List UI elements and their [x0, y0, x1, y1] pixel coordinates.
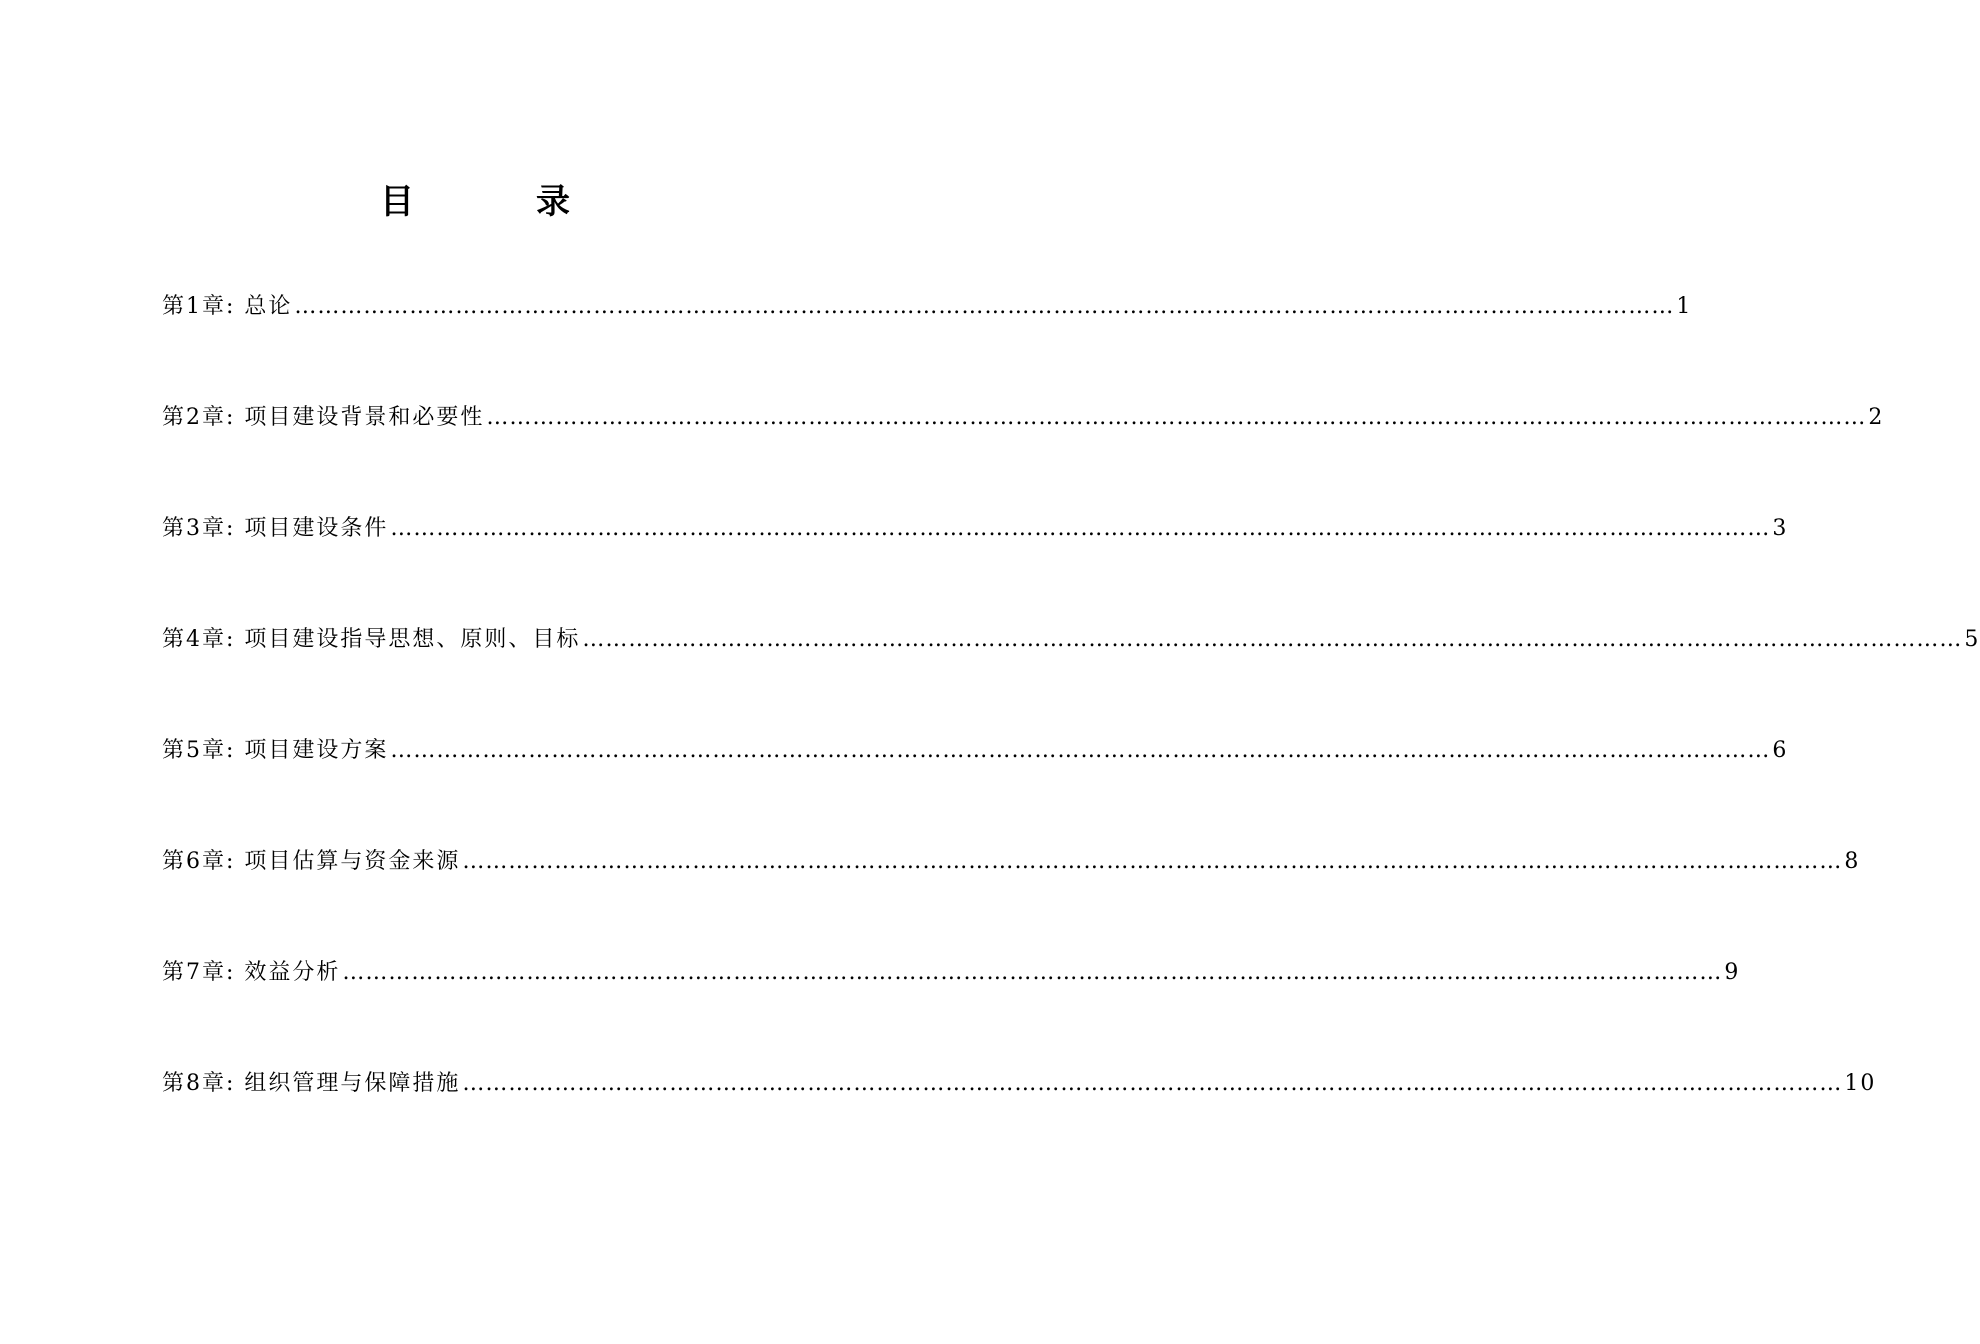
toc-entry-page: 2 — [1868, 405, 1885, 430]
toc-entry — [162, 396, 1885, 507]
toc-entry-label: 第6章: 项目估算与资金来源 — [162, 849, 461, 874]
toc-entry-label: 第2章: 项目建设背景和必要性 — [162, 405, 485, 430]
toc-entry — [162, 840, 1861, 951]
toc-entry — [162, 1062, 1877, 1173]
toc-leader-dots: ……………………………………………………………………………………………………………………………………………………………… — [342, 960, 1723, 985]
toc-entry-page: 9 — [1724, 960, 1741, 985]
toc-entry-page: 5 — [1964, 627, 1980, 652]
toc-entry-page: 3 — [1772, 516, 1789, 541]
toc-leader-dots: ……………………………………………………………………………………………………………………………………………………………… — [486, 405, 1867, 430]
toc-entry-label: 第7章: 效益分析 — [162, 960, 341, 985]
toc-entry-page: 6 — [1772, 738, 1789, 763]
toc-entry — [162, 729, 1789, 840]
toc-leader-dots: ……………………………………………………………………………………………………………………………………………………………… — [390, 738, 1771, 763]
toc-entry-label: 第1章: 总论 — [162, 294, 293, 319]
toc-entry-label: 第8章: 组织管理与保障措施 — [162, 1071, 461, 1096]
toc-entry — [162, 618, 1980, 729]
toc-title: 目 录 — [380, 182, 614, 222]
toc-entry — [162, 951, 1741, 1062]
toc-entry-label: 第3章: 项目建设条件 — [162, 516, 389, 541]
toc-entry-label: 第4章: 项目建设指导思想、原则、目标 — [162, 627, 581, 652]
toc-entry-label: 第5章: 项目建设方案 — [162, 738, 389, 763]
toc-leader-dots: ……………………………………………………………………………………………………………………………………………………………… — [462, 849, 1843, 874]
toc-entry-page: 8 — [1844, 849, 1861, 874]
toc-leader-dots: ……………………………………………………………………………………………………………………………………………………………… — [582, 627, 1963, 652]
toc-leader-dots: ……………………………………………………………………………………………………………………………………………………………… — [390, 516, 1771, 541]
toc-leader-dots: ……………………………………………………………………………………………………………………………………………………………… — [462, 1071, 1843, 1096]
toc-list — [162, 285, 1980, 1173]
toc-entry-page: 1 — [1676, 294, 1693, 319]
toc-entry — [162, 507, 1789, 618]
toc-entry-page: 10 — [1844, 1071, 1877, 1096]
toc-leader-dots: ……………………………………………………………………………………………………………………………………………………………… — [294, 294, 1675, 319]
toc-entry — [162, 285, 1693, 396]
